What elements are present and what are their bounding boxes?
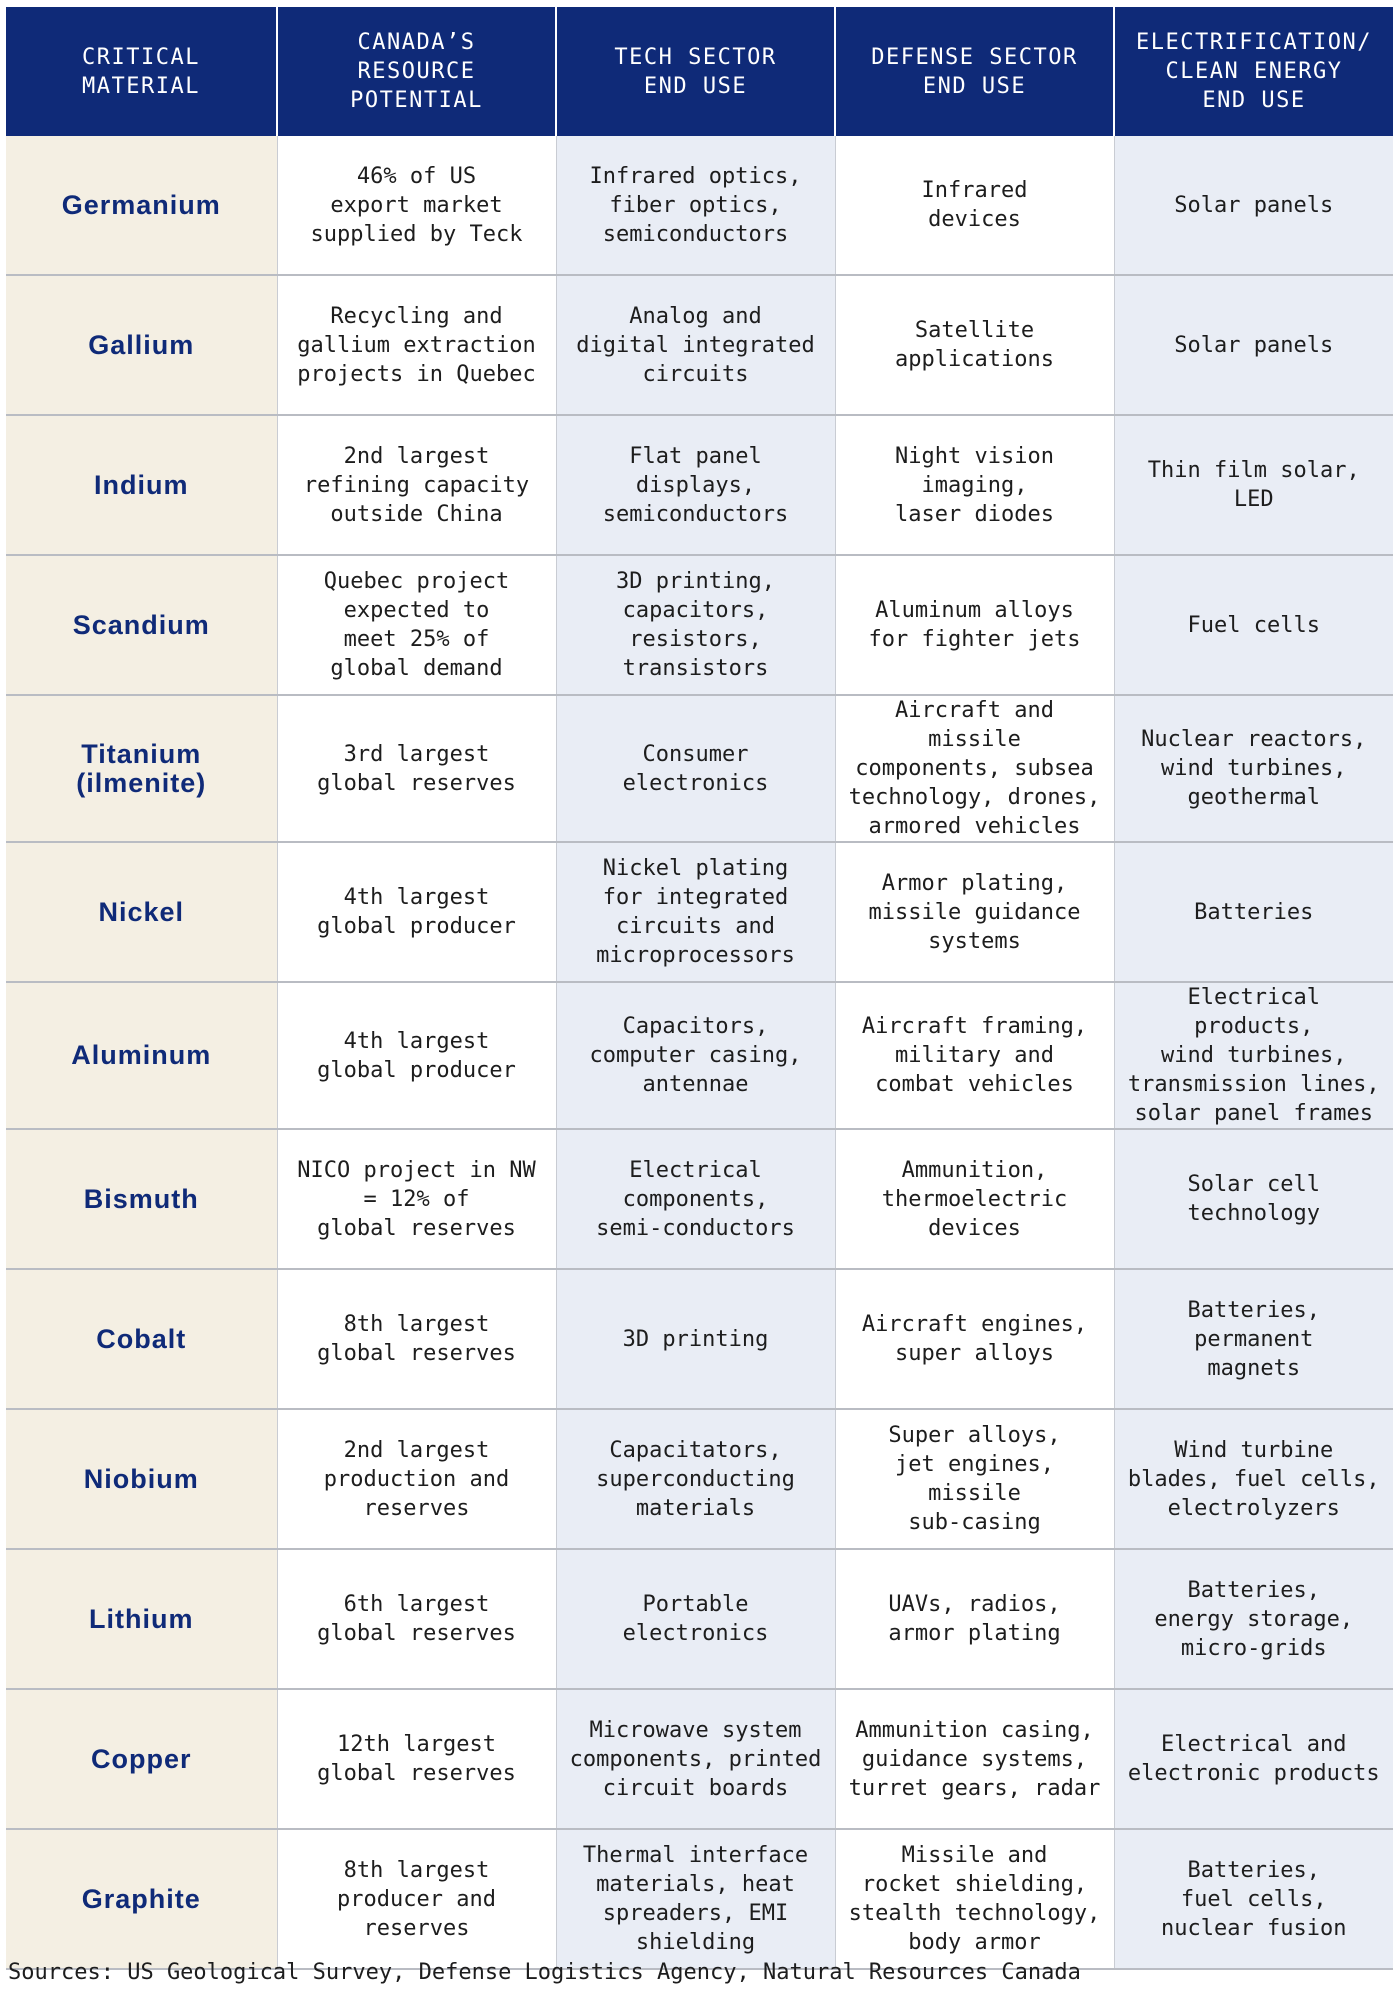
resource-potential-cell: 6th largest global reserves (277, 1549, 556, 1689)
tech-use-cell: Portable electronics (556, 1549, 835, 1689)
table-row (6, 555, 1393, 695)
material-cell: Graphite (6, 1829, 277, 1969)
tech-use-cell: Nickel plating for integrated circuits and microprocessors (556, 842, 835, 982)
defense-use-cell: Infrared devices (835, 136, 1114, 275)
clean-energy-use-cell: Batteries, fuel cells, nuclear fusion (1114, 1829, 1393, 1969)
resource-potential-cell: 2nd largest refining capacity outside China (277, 415, 556, 555)
resource-potential-cell: 46% of US export market supplied by Teck (277, 136, 556, 275)
table-row (6, 275, 1393, 415)
tech-use-cell: Flat panel displays, semiconductors (556, 415, 835, 555)
resource-potential-cell: 12th largest global reserves (277, 1689, 556, 1829)
resource-potential-cell: 4th largest global producer (277, 982, 556, 1129)
tech-use-cell: 3D printing, capacitors, resistors, transistors (556, 555, 835, 695)
tech-use-cell: Thermal interface materials, heat spreaders, EMI shielding (556, 1829, 835, 1969)
clean-energy-use-cell: Batteries, permanent magnets (1114, 1269, 1393, 1409)
defense-use-cell: Ammunition, thermoelectric devices (835, 1129, 1114, 1269)
table-body (6, 136, 1393, 1969)
clean-energy-use-cell: Fuel cells (1114, 555, 1393, 695)
defense-use-cell: Night vision imaging, laser diodes (835, 415, 1114, 555)
critical-materials-table-container (6, 7, 1393, 1970)
resource-potential-cell: 2nd largest production and reserves (277, 1409, 556, 1549)
tech-use-cell: Electrical components, semi-conductors (556, 1129, 835, 1269)
resource-potential-cell: Recycling and gallium extraction projects in Quebec (277, 275, 556, 415)
tech-use-cell: Analog and digital integrated circuits (556, 275, 835, 415)
table-row (6, 982, 1393, 1129)
material-cell: Lithium (6, 1549, 277, 1689)
resource-potential-cell: 3rd largest global reserves (277, 695, 556, 842)
clean-energy-use-cell: Wind turbine blades, fuel cells, electrolyzers (1114, 1409, 1393, 1549)
critical-materials-table (6, 7, 1393, 1970)
resource-potential-cell: 4th largest global producer (277, 842, 556, 982)
clean-energy-use-cell: Batteries (1114, 842, 1393, 982)
material-cell: Bismuth (6, 1129, 277, 1269)
clean-energy-use-cell: Solar panels (1114, 275, 1393, 415)
material-cell: Niobium (6, 1409, 277, 1549)
clean-energy-use-cell: Nuclear reactors, wind turbines, geothermal (1114, 695, 1393, 842)
defense-use-cell: Ammunition casing, guidance systems, turret gears, radar (835, 1689, 1114, 1829)
material-cell: Germanium (6, 136, 277, 275)
header-defense-sector: DEFENSE SECTOR END USE (835, 7, 1114, 136)
table-row (6, 1129, 1393, 1269)
sources-note: Sources: US Geological Survey, Defense Logistics Agency, Natural Resources Canada (8, 1960, 1081, 1985)
table-row (6, 1689, 1393, 1829)
material-cell: Cobalt (6, 1269, 277, 1409)
header-tech-sector: TECH SECTOR END USE (556, 7, 835, 136)
defense-use-cell: Aircraft framing, military and combat vehicles (835, 982, 1114, 1129)
table-row (6, 136, 1393, 275)
defense-use-cell: Satellite applications (835, 275, 1114, 415)
defense-use-cell: Aircraft and missile components, subsea technology, drones, armored vehicles (835, 695, 1114, 842)
material-cell: Aluminum (6, 982, 277, 1129)
defense-use-cell: UAVs, radios, armor plating (835, 1549, 1114, 1689)
clean-energy-use-cell: Batteries, energy storage, micro-grids (1114, 1549, 1393, 1689)
header-critical-material: CRITICAL MATERIAL (6, 7, 277, 136)
header-row (6, 7, 1393, 136)
resource-potential-cell: 8th largest producer and reserves (277, 1829, 556, 1969)
resource-potential-cell: NICO project in NW = 12% of global reserves (277, 1129, 556, 1269)
table-row (6, 695, 1393, 842)
clean-energy-use-cell: Electrical products, wind turbines, transmission lines, solar panel frames (1114, 982, 1393, 1129)
resource-potential-cell: 8th largest global reserves (277, 1269, 556, 1409)
header-resource-potential: CANADA’S RESOURCE POTENTIAL (277, 7, 556, 136)
table-row (6, 415, 1393, 555)
tech-use-cell: Infrared optics, fiber optics, semiconductors (556, 136, 835, 275)
table-row (6, 842, 1393, 982)
defense-use-cell: Super alloys, jet engines, missile sub-casing (835, 1409, 1114, 1549)
clean-energy-use-cell: Electrical and electronic products (1114, 1689, 1393, 1829)
defense-use-cell: Aluminum alloys for fighter jets (835, 555, 1114, 695)
material-cell: Nickel (6, 842, 277, 982)
tech-use-cell: Consumer electronics (556, 695, 835, 842)
material-cell: Titanium (ilmenite) (6, 695, 277, 842)
resource-potential-cell: Quebec project expected to meet 25% of global demand (277, 555, 556, 695)
table-header (6, 7, 1393, 136)
header-clean-energy: ELECTRIFICATION/ CLEAN ENERGY END USE (1114, 7, 1393, 136)
table-row (6, 1269, 1393, 1409)
clean-energy-use-cell: Thin film solar, LED (1114, 415, 1393, 555)
material-cell: Gallium (6, 275, 277, 415)
material-cell: Scandium (6, 555, 277, 695)
clean-energy-use-cell: Solar panels (1114, 136, 1393, 275)
table-row (6, 1549, 1393, 1689)
material-cell: Copper (6, 1689, 277, 1829)
table-row (6, 1829, 1393, 1969)
tech-use-cell: 3D printing (556, 1269, 835, 1409)
defense-use-cell: Missile and rocket shielding, stealth technology, body armor (835, 1829, 1114, 1969)
tech-use-cell: Capacitators, superconducting materials (556, 1409, 835, 1549)
clean-energy-use-cell: Solar cell technology (1114, 1129, 1393, 1269)
defense-use-cell: Armor plating, missile guidance systems (835, 842, 1114, 982)
tech-use-cell: Capacitors, computer casing, antennae (556, 982, 835, 1129)
material-cell: Indium (6, 415, 277, 555)
tech-use-cell: Microwave system components, printed circuit boards (556, 1689, 835, 1829)
table-row (6, 1409, 1393, 1549)
defense-use-cell: Aircraft engines, super alloys (835, 1269, 1114, 1409)
